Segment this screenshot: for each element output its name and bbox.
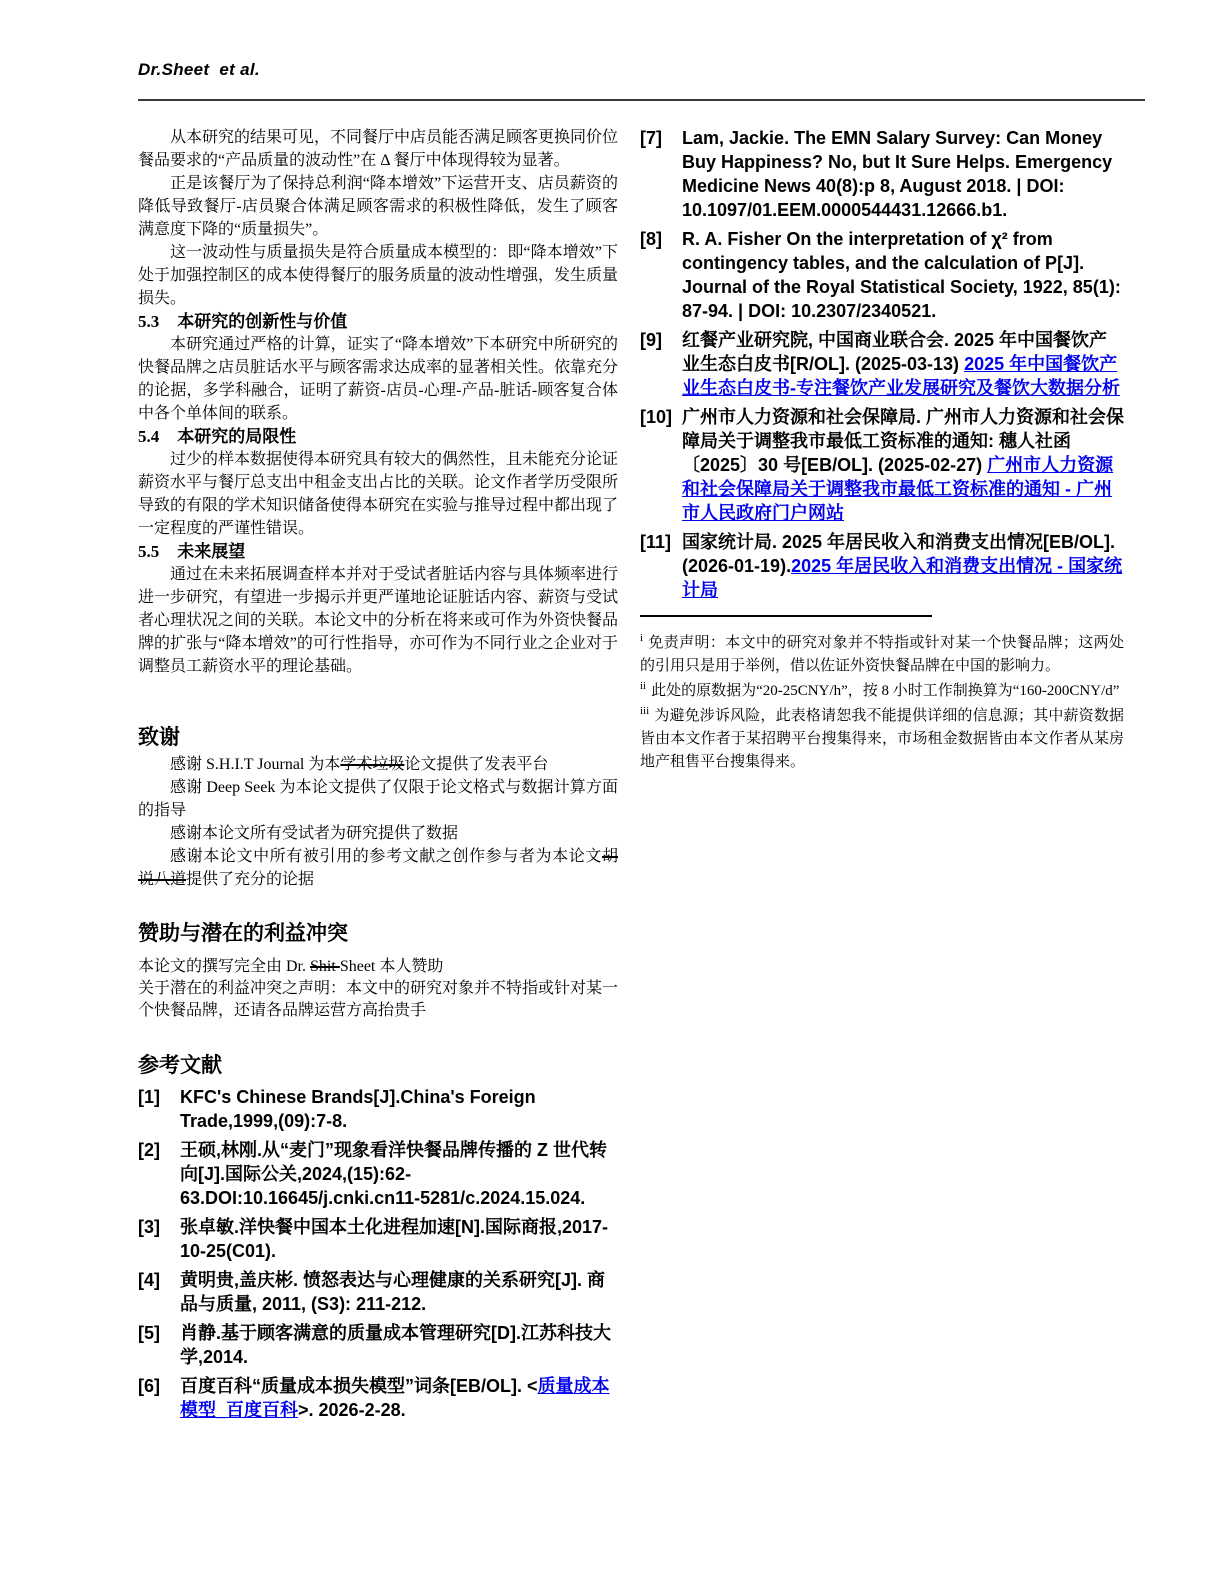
funding-heading: 赞助与潜在的利益冲突: [138, 922, 348, 945]
reference-item: [138, 1268, 618, 1316]
text-segment: 广州市人力资源和社会保障局. 广州市人力资源和社会保障局关于调整我市最低工资标准的通知: 穗人社函〔2025〕30 号[EB/OL]. (2025-02-27): [682, 407, 1124, 475]
reference-number: [9]: [640, 330, 662, 350]
reference-number: [2]: [138, 1140, 160, 1160]
reference-item: [138, 1085, 618, 1133]
text-segment: R. A. Fisher On the interpretation of χ² from contingency tables, and the calculation of P[J]. Journal of the Royal Statistical Society, 1922, 85(1): 87-94. | DOI: 10.2307/2340521.: [682, 229, 1121, 321]
text-segment: 感谢本论文所有受试者为研究提供了数据: [170, 825, 459, 842]
acknowledgment-item: [138, 822, 618, 845]
acknowledgment-item: [138, 753, 618, 776]
reference-item: [138, 1138, 618, 1210]
text-segment: KFC's Chinese Brands[J].China's Foreign Trade,1999,(09):7-8.: [180, 1087, 536, 1131]
text-segment: 黄明贵,盖庆彬. 愤怒表达与心理健康的关系研究[J]. 商品与质量, 2011, (S3): 211-212.: [180, 1270, 606, 1314]
reference-item: [640, 405, 1124, 525]
section-number: 5.5: [138, 542, 160, 561]
footnote-marker: i: [640, 632, 644, 644]
reference-number: [8]: [640, 229, 662, 249]
footnote-text: 此处的原数据为“20-25CNY/h”，按 8 小时工作制换算为“160-200CNY/d”: [651, 683, 1120, 699]
reference-text: [180, 1321, 618, 1369]
footnote-text: 免责声明：本文中的研究对象并不特指或针对某一个快餐品牌；这两处的引用只是用于举例，借以佐证外资快餐品牌在中国的影响力。: [640, 635, 1124, 674]
left-column: [138, 126, 618, 1422]
section-number: 5.3: [138, 312, 160, 331]
reference-number: [3]: [138, 1217, 160, 1237]
text-segment: Lam, Jackie. The EMN Salary Survey: Can Money Buy Happiness? No, but It Sure Helps. Emergency Medicine News 40(8):p 8, August 2018. | DOI: 10.1097/01.EEM.0000544431.12666.b1.: [682, 128, 1113, 220]
text-segment: 提供了充分的论据: [186, 871, 315, 888]
reference-number: [7]: [640, 128, 662, 148]
struck-text: 学术垃圾: [340, 756, 405, 773]
text-segment: 红餐产业研究院, 中国商业联合会. 2025 年中国餐饮产业生态白皮书[R/OL]. (2025-03-13): [682, 330, 1108, 374]
footnote-marker: iii: [640, 705, 650, 717]
reference-item: [640, 227, 1124, 323]
footnote-separator: [640, 615, 932, 617]
footnote-item: [640, 680, 1124, 703]
header-rule: [138, 99, 1145, 101]
reference-link[interactable]: 2025 年中国餐饮产业生态白皮书-专注餐饮产业发展研究及餐饮大数据分析: [682, 354, 1120, 398]
reference-number: [4]: [138, 1270, 160, 1290]
reference-item: [138, 1374, 618, 1422]
reference-item: [640, 530, 1124, 602]
text-segment: 感谢本论文中所有被引用的参考文献之创作参与者为本论文: [170, 848, 602, 865]
footnote-item: [640, 632, 1124, 678]
text-segment: 感谢 Deep Seek 为本论文提供了仅限于论文格式与数据计算方面的指导: [138, 779, 618, 819]
section-heading-innovation: [138, 310, 618, 333]
references-list-right: [640, 126, 1124, 602]
funding-statement: [138, 978, 618, 1022]
text-segment: 本论文的撰写完全由 Dr.: [138, 958, 311, 975]
reference-text: [180, 1268, 618, 1316]
reference-link[interactable]: 质量成本模型_百度百科: [180, 1376, 610, 1420]
reference-text: [180, 1215, 618, 1263]
body-paragraph: 过少的样本数据使得本研究具有较大的偶然性，且未能充分论证薪资水平与餐厅总支出中租金支出占比的关联。论文作者学历受限所导致的有限的学术知识储备使得本研究在实验与推导过程中都出现了一定程度的严谨性错误。: [138, 451, 619, 537]
reference-text: [180, 1085, 618, 1133]
reference-text: [682, 530, 1124, 602]
acknowledgment-item: [138, 845, 618, 891]
section-heading-future-work: [138, 540, 618, 563]
reference-text: [682, 328, 1124, 400]
right-column: [640, 126, 1124, 776]
reference-text: [180, 1138, 618, 1210]
acknowledgments-list: [138, 753, 618, 891]
reference-text: [682, 405, 1124, 525]
reference-item: [640, 126, 1124, 222]
text-segment: 百度百科“质量成本损失模型”词条[EB/OL]. <: [180, 1376, 538, 1396]
body-paragraph: 正是该餐厅为了保持总利润“降本增效”下运营开支、店员薪资的降低导致餐厅-店员聚合体满足顾客需求的积极性降低，发生了顾客满意度下降的“质量损失”。: [138, 175, 618, 238]
text-segment: 关于潜在的利益冲突之声明：本文中的研究对象并不特指或针对某一个快餐品牌，还请各品牌运营方高抬贵手: [138, 980, 619, 1019]
reference-text: [682, 126, 1124, 222]
body-paragraph: 通过在未来拓展调查样本并对于受试者脏话内容与具体频率进行进一步研究，有望进一步揭示并更严谨地论证脏话内容、薪资与受试者心理状况之间的关联。本论文中的分析在将来或可作为外资快餐品牌的扩张与“降本增效”的可行性指导，亦可作为不同行业之企业对于调整员工薪资水平的理论基础。: [138, 566, 619, 675]
text-segment: 论文提供了发表平台: [404, 756, 549, 773]
reference-link[interactable]: 2025 年居民收入和消费支出情况 - 国家统计局: [682, 556, 1123, 600]
text-segment: 张卓敏.洋快餐中国本土化进程加速[N].国际商报,2017-10-25(C01).: [180, 1217, 609, 1261]
text-segment: >. 2026-2-28.: [298, 1400, 406, 1420]
text-segment: 国家统计局. 2025 年居民收入和消费支出情况[EB/OL]. (2026-01-19).: [682, 532, 1116, 576]
section-title: 本研究的局限性: [177, 427, 297, 446]
reference-text: [682, 227, 1124, 323]
footnote-item: [640, 705, 1124, 774]
footnote-text: 为避免涉诉风险，此表格请恕我不能提供详细的信息源；其中薪资数据皆由本文作者于某招聘平台搜集得来，市场租金数据皆由本文作者从某房地产租售平台搜集得来。: [640, 708, 1124, 770]
section-heading-limitations: [138, 425, 618, 448]
funding-list: [138, 956, 618, 1022]
text-segment: 肖静.基于顾客满意的质量成本管理研究[D].江苏科技大学,2014.: [180, 1323, 611, 1367]
text-segment: 感谢 S.H.I.T Journal 为本: [170, 756, 341, 773]
struck-text: 胡说八道: [138, 848, 618, 888]
funding-statement: [138, 956, 618, 978]
struck-text: Shit: [310, 958, 340, 975]
reference-text: [180, 1374, 618, 1422]
body-paragraph: 这一波动性与质量损失是符合质量成本模型的：即“降本增效”下处于加强控制区的成本使得餐厅的服务质量的波动性增强，发生质量损失。: [138, 244, 619, 307]
reference-number: [1]: [138, 1087, 160, 1107]
text-segment: Sheet 本人赞助: [339, 958, 444, 975]
reference-item: [138, 1215, 618, 1263]
section-number: 5.4: [138, 427, 160, 446]
reference-item: [640, 328, 1124, 400]
reference-number: [6]: [138, 1376, 160, 1396]
section-title: 未来展望: [177, 542, 246, 561]
footnotes: [640, 632, 1124, 774]
footnote-marker: ii: [640, 680, 647, 692]
body-paragraph: 从本研究的结果可见，不同餐厅中店员能否满足顾客更换同价位餐品要求的“产品质量的波动性”在 Δ 餐厅中体现得较为显著。: [138, 129, 619, 169]
reference-number: [11]: [640, 532, 672, 552]
acknowledgments-heading: 致谢: [138, 726, 180, 749]
references-list-left: [138, 1085, 618, 1422]
reference-item: [138, 1321, 618, 1369]
acknowledgment-item: [138, 776, 618, 822]
reference-number: [5]: [138, 1323, 160, 1343]
references-heading: 参考文献: [138, 1054, 222, 1077]
body-paragraph: 本研究通过严格的计算，证实了“降本增效”下本研究中所研究的快餐品牌之店员脏话水平与顾客需求达成率的显著相关性。依靠充分的论据，多学科融合，证明了薪资-店员-心理-产品-脏话-顾客复合体中各个单体间的联系。: [138, 336, 619, 422]
text-segment: 王硕,林刚.从“麦门”现象看洋快餐品牌传播的 Z 世代转向[J].国际公关,2024,(15):62-63.DOI:10.16645/j.cnki.cn11-5281/c.2024.15.024.: [180, 1140, 607, 1208]
reference-link[interactable]: 广州市人力资源和社会保障局关于调整我市最低工资标准的通知 - 广州市人民政府门户网站: [682, 455, 1114, 523]
section-title: 本研究的创新性与价值: [177, 312, 348, 331]
content-columns: [138, 126, 1124, 1422]
reference-number: [10]: [640, 407, 673, 427]
running-head: Dr.Sheet et al.: [138, 60, 260, 79]
